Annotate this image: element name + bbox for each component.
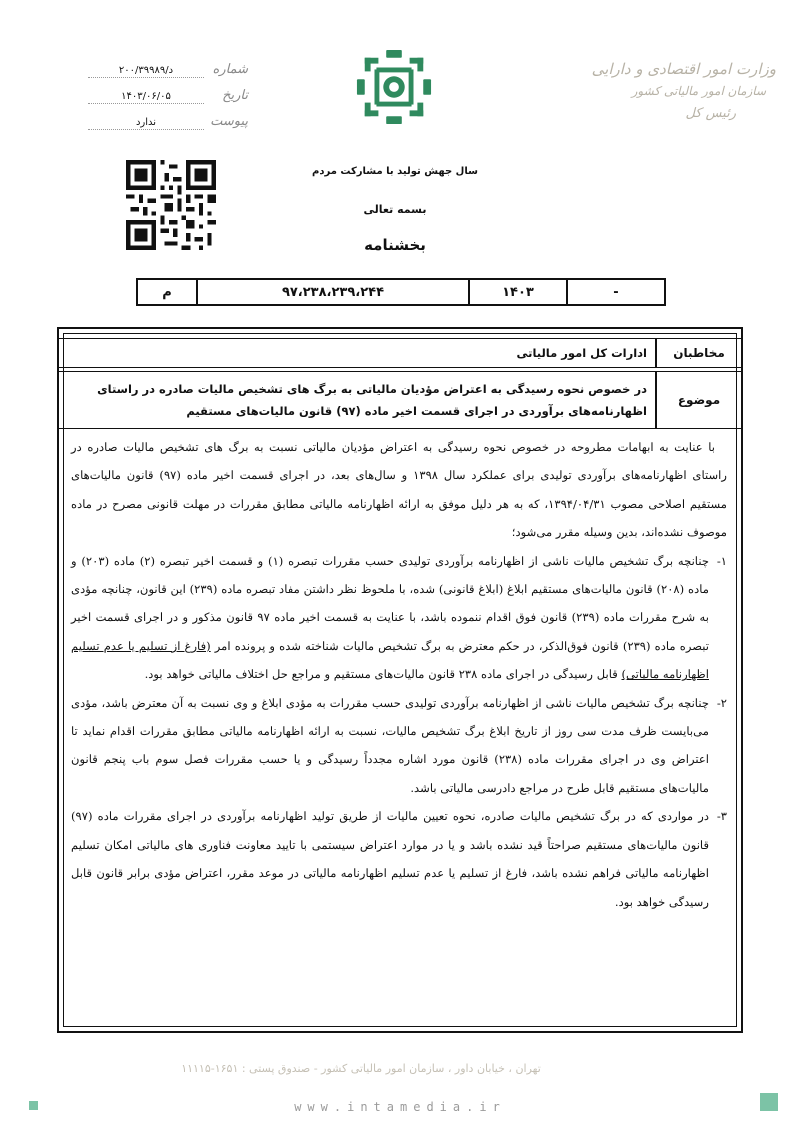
tax-organization-emblem-icon bbox=[355, 48, 433, 126]
qr-code-icon bbox=[122, 160, 220, 250]
circular-number-strip bbox=[136, 278, 666, 306]
letter-date-value: ۱۴۰۳/۰۶/۰۵ bbox=[88, 91, 204, 104]
organization-name: سازمان امور مالیاتی کشور bbox=[631, 84, 766, 98]
strip-cell-year: ۱۴۰۳ bbox=[470, 280, 568, 304]
item-text: در مواردی که در برگ تشخیص مالیات صادره، نحوه تعیین مالیات از طریق تولید اظهارنامه برآوردی در اجرای مقررات ماده (۹۷) قانون مالیات‌های مستقیم صراحتاً قید نشده باشد و یا در موارد اعتراض سیستمی با تایید معاونت فناوری های مالیاتی امکان تسلیم اظهارنامه مالیاتی فراهم نشده باشد، فارغ از تسلیم یا عدم تسلیم اظهارنامه مالیاتی در موعد مقرر، اعتراض مؤدی برابر قانون قابل رسیدگی خواهد بود. bbox=[71, 809, 709, 909]
list-item bbox=[71, 802, 727, 916]
strip-cell-code: ۹۷،۲۳۸،۲۳۹،۲۴۴ bbox=[198, 280, 470, 304]
footer-decoration-right bbox=[760, 1093, 778, 1111]
letter-number-row bbox=[88, 62, 248, 88]
intro-paragraph: با عنایت به ابهامات مطروحه در خصوص نحوه رسیدگی به اعتراض مؤدیان مالیاتی نسبت به برگ های تشخیص مالیات صادره در راستای اظهارنامه‌های برآوردی تولیدی برای عملکرد سال ۱۳۹۸ و سال‌های بعد، در اجرای قسمت اخیر ماده (۹۷) قانون مالیات‌های مستقیم اصلاحی مصوب ۱۳۹۴/۰۴/۳۱، که به هر دلیل موفق به ارائه اظهارنامه مالیاتی مطابق مقررات در مهلت قانونی مصرح در ماده موصوف نشده‌اند، بدین وسیله مقرر می‌شود؛ bbox=[71, 440, 728, 540]
document-title: بخشنامه bbox=[364, 236, 426, 254]
item-number: ۱- bbox=[716, 553, 727, 568]
addressee-label: مخاطبان bbox=[655, 339, 741, 367]
subject-label: موضوع bbox=[655, 372, 741, 428]
year-slogan: سال جهش تولید با مشارکت مردم bbox=[312, 166, 478, 177]
item-text bbox=[71, 547, 709, 689]
item-text: چنانچه برگ تشخیص مالیات ناشی از اظهارنامه برآوردی تولیدی حسب مقررات به مؤدی ابلاغ و وی نسبت به آن معترض باشد، مؤدی می‌بایست ظرف مدت سی روز از تاریخ ابلاغ برگ تشخیص مالیات، نسبت به ارائه اظهارنامه مالیاتی مطابق مقررات اقدام نماید تا اعتراض وی در اجرای مقررات ماده (۲۳۸) قانون مورد اشاره مجدداً رسیدگی و یا حسب مقررات فصل سوم باب پنجم قانون مالیات‌های مستقیم قابل طرح در مراجع دادرسی مالیاتی باشد. bbox=[71, 695, 710, 795]
letter-attachment-value: ندارد bbox=[88, 117, 204, 130]
footer-decoration-left bbox=[29, 1101, 38, 1110]
letter-attachment-row bbox=[88, 114, 248, 140]
letter-frame bbox=[57, 327, 743, 1033]
addressee-value: ادارات کل امور مالیاتی bbox=[516, 346, 647, 360]
letter-meta bbox=[88, 62, 248, 140]
bismillah: بسمه تعالی bbox=[363, 203, 427, 216]
strip-cell-dash: - bbox=[613, 284, 619, 300]
item-number: ۲- bbox=[716, 695, 727, 710]
letter-date-row bbox=[88, 88, 248, 114]
letter-attachment-label: پیوست bbox=[210, 114, 248, 129]
ministry-name: وزارت امور اقتصادی و دارایی bbox=[591, 60, 776, 78]
ministry-header bbox=[586, 60, 776, 128]
letter-number-label: شماره bbox=[212, 62, 248, 77]
footer-address: تهران ، خیابان داور ، سازمان امور مالیاتی کشور - صندوق پستی : ۱۶۵۱-۱۱۱۱۵ bbox=[181, 1062, 541, 1075]
list-item bbox=[71, 689, 727, 803]
list-item bbox=[71, 547, 727, 689]
item1-text-part1: چنانچه برگ تشخیص مالیات ناشی از اظهارنامه برآوردی تولیدی حسب مقررات تبصره (۱) و قسمت اخیر تبصره (۲) ماده (۲۰۳) و ماده (۲۰۸) قانون مالیات‌های مستقیم ابلاغ (ابلاغ قانونی) شده، با ملحوظ نظر داشتن مفاد تبصره ماده (۲۳۹) این قانون، چنانچه مؤدی به شرح مقررات ماده (۲۳۹) قانون فوق اقدام ننموده باشد، با عنایت به قسمت اخیر ماده ۹۷ قانون مذکور و در اجرای قسمت اخیر تبصره ماده (۲۳۹) قانون فوق‌الذکر، در حکم معترض به برگ تشخیص مالیات شناخته شده و پرونده امر bbox=[71, 553, 710, 653]
subject-row bbox=[59, 371, 741, 429]
subject-value: در خصوص نحوه رسیدگی به اعتراض مؤدیان مالیاتی به برگ های تشخیص مالیات صادره در راستای اظهارنامه‌های برآوردی در اجرای قسمت اخیر ماده (۹۷) قانون مالیات‌های مستقیم bbox=[97, 382, 647, 418]
letter-body bbox=[71, 433, 727, 916]
strip-cell-m: م bbox=[138, 280, 198, 304]
item1-underlined-text: (فارغ از تسلیم یا عدم تسلیم اظهارنامه مالیاتی) bbox=[71, 638, 709, 682]
addressee-row bbox=[59, 338, 741, 368]
letter-number-value: د/۲۰۰/۳۹۹۸۹ bbox=[88, 65, 204, 78]
letter-date-label: تاریخ bbox=[222, 88, 248, 103]
footer-website: www.intamedia.ir bbox=[294, 1100, 506, 1114]
item1-text-part2: قابل رسیدگی در اجرای ماده ۲۳۸ قانون مالیات‌های مستقیم و مراجع حل اختلاف مالیاتی خواهد بود. bbox=[144, 667, 618, 682]
signatory-title: رئیس کل bbox=[685, 106, 736, 121]
item-number: ۳- bbox=[716, 809, 727, 824]
